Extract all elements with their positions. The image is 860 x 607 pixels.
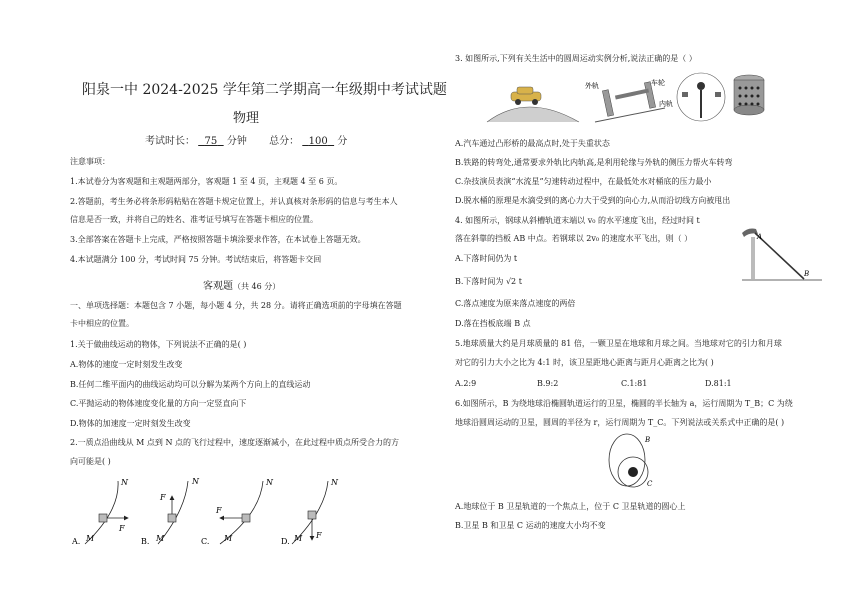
q6-option-b: B.卫星 B 和卫星 C 运动的速度大小均不变 (455, 521, 606, 530)
svg-text:C.: C. (201, 537, 210, 546)
q2-figure-a (71, 478, 129, 546)
q3-figures (487, 70, 767, 132)
q4-stem: 落在斜靠的挡板 AB 中点。若钢球以 2v₀ 的速度水平飞出，则（ ） (455, 234, 693, 243)
q5-option-a: A.2:9 (455, 379, 477, 388)
q4-option-d: D.落在挡板底端 B 点 (455, 319, 531, 328)
label-satellite-b: B (645, 436, 651, 444)
svg-text:N: N (192, 477, 199, 486)
note-item: 2.答题前，考生务必将条形码粘贴在答题卡规定位置上，并认真核对条形码的信息与考生本人 (70, 197, 398, 206)
time-unit: 分钟 (226, 136, 247, 147)
q4-option-c: C.落点速度为原来落点速度的两倍 (455, 299, 576, 308)
q5-option-b: B.9:2 (537, 379, 559, 388)
label-inner-rail: 内轨 (659, 100, 673, 108)
water-meteor-figure (677, 73, 725, 121)
time-label: 考试时长： (145, 136, 195, 147)
q1-option-c: C.平抛运动的物体速度变化量的方向一定竖直向下 (70, 399, 247, 408)
objective-section-title: 客观题（共 46 分） (203, 281, 281, 292)
q6-stem: 6.如图所示，B 为绕地球沿椭圆轨道运行的卫星，椭圆的半长轴为 a，运行周期为 T_B；C 为绕 (455, 399, 793, 408)
svg-text:F: F (316, 531, 322, 540)
label-outer-rail: 外轨 (585, 82, 599, 90)
q5-option-c: C.1:81 (621, 379, 648, 388)
q1-option-d: D.物体的加速度一定时刻发生改变 (70, 419, 191, 428)
q2-stem: 向可能是( ) (70, 457, 111, 466)
q3-option-b: B.铁路的转弯处,通常要求外轨比内轨高,是利用轮缘与外轨的侧压力帮火车转弯 (455, 158, 733, 167)
q2-figure-d (281, 478, 339, 546)
q5-stem: 对它的引力大小之比为 4:1 时，该卫星距地心距离与距月心距离之比为( ) (455, 358, 714, 367)
convex-bridge-figure (487, 87, 579, 122)
q4-ramp-figure (742, 225, 822, 285)
q4-option-b: B.下落时间为 √2 t (455, 277, 522, 286)
q6-option-a: A.地球位于 B 卫星轨道的一个焦点上，位于 C 卫星轨道的圆心上 (455, 502, 686, 511)
note-item: 1.本试卷分为客观题和主观题两部分，客观题 1 至 4 页，主观题 4 至 6 页。 (70, 177, 343, 186)
q2-stem: 2.一质点沿曲线从 M 点到 N 点的飞行过程中，速度逐渐减小，在此过程中质点所受合力的方 (70, 438, 399, 447)
q2-figure-c (201, 478, 274, 546)
label-a: A (757, 233, 763, 241)
q3-option-c: C.杂技演员表演“水流星”匀速转动过程中，在最低处水对桶底的压力最小 (455, 177, 712, 186)
svg-text:M: M (294, 534, 303, 543)
notes-heading: 注意事项： (70, 157, 110, 166)
q1-option-b: B.任何二维平面内的曲线运动均可以分解为某两个方向上的直线运动 (70, 380, 311, 389)
label-m: M (86, 534, 95, 543)
spin-dryer-figure (734, 75, 764, 115)
label-f: F (119, 524, 125, 533)
exam-title: 阳泉一中 2024-2025 学年第二学期高一年级期中考试试题 (82, 82, 447, 98)
label-satellite-c: C (647, 480, 653, 488)
svg-text:F: F (216, 506, 222, 515)
q4-option-a: A.下落时间仍为 t (455, 254, 518, 263)
q6-stem: 地球沿圆周运动的卫星，圆周的半径为 r，运行周期为 T_C。下列说法或关系式中正确的是( ) (455, 418, 785, 427)
railway-turn-figure (585, 78, 673, 122)
note-item: 4.本试题满分 100 分，考试时间 75 分钟。考试结束后，将答题卡交回 (70, 255, 322, 264)
q3-option-d: D.脱水桶的原理是水滴受到的离心力大于受到的向心力,从而沿切线方向被甩出 (455, 196, 731, 205)
svg-text:N: N (331, 478, 338, 487)
time-value: 75 (204, 136, 218, 147)
svg-text:B.: B. (141, 537, 150, 546)
label-wheel: 车轮 (651, 79, 665, 87)
q5-stem: 5.地球质量大约是月球质量的 81 倍，一颗卫星在地球和月球之间。当地球对它的引力和月球 (455, 339, 782, 348)
q4-stem: 4. 如图所示，钢球从斜槽轨道末端以 v₀ 的水平速度飞出，经过时间 t (455, 216, 700, 225)
note-item: 3.全部答案在答题卡上完成，严格按照答题卡填涂要求作答，在本试卷上答题无效。 (70, 235, 366, 244)
q5-option-d: D.81:1 (705, 379, 732, 388)
score-value: 100 (308, 136, 328, 147)
svg-text:M: M (224, 534, 233, 543)
q3-option-a: A.汽车通过凸形桥的最高点时,处于失重状态 (455, 139, 610, 148)
option-label: A. (72, 537, 81, 546)
note-item: 信息是否一致，并将自己的姓名、准考证号填写在答题卡相应的位置。 (70, 215, 318, 224)
q6-orbit-figure (603, 430, 663, 494)
objective-intro: 卡中相应的位置。 (70, 319, 134, 328)
q1-stem: 1.关于做曲线运动的物体，下列说法不正确的是( ) (70, 340, 247, 349)
q1-option-a: A.物体的速度一定时刻发生改变 (70, 360, 183, 369)
q2-figure-b (141, 477, 200, 546)
svg-text:F: F (160, 493, 166, 502)
subject-title: 物理 (233, 111, 260, 126)
label-n: N (121, 478, 128, 487)
svg-text:M: M (156, 534, 165, 543)
svg-text:D.: D. (281, 537, 290, 546)
score-unit: 分 (337, 136, 348, 147)
exam-meta (145, 135, 347, 148)
objective-intro: 一、单项选择题：本题包含 7 小题，每小题 4 分，共 28 分。请将正确选项前的字母填在答题 (70, 301, 402, 310)
q3-stem: 3. 如图所示,下列有关生活中的圆周运动实例分析,说法正确的是（ ） (455, 54, 697, 63)
label-b: B (804, 270, 810, 278)
score-label: 总分： (269, 136, 300, 147)
svg-text:N: N (266, 478, 273, 487)
q2-figures (70, 476, 340, 556)
